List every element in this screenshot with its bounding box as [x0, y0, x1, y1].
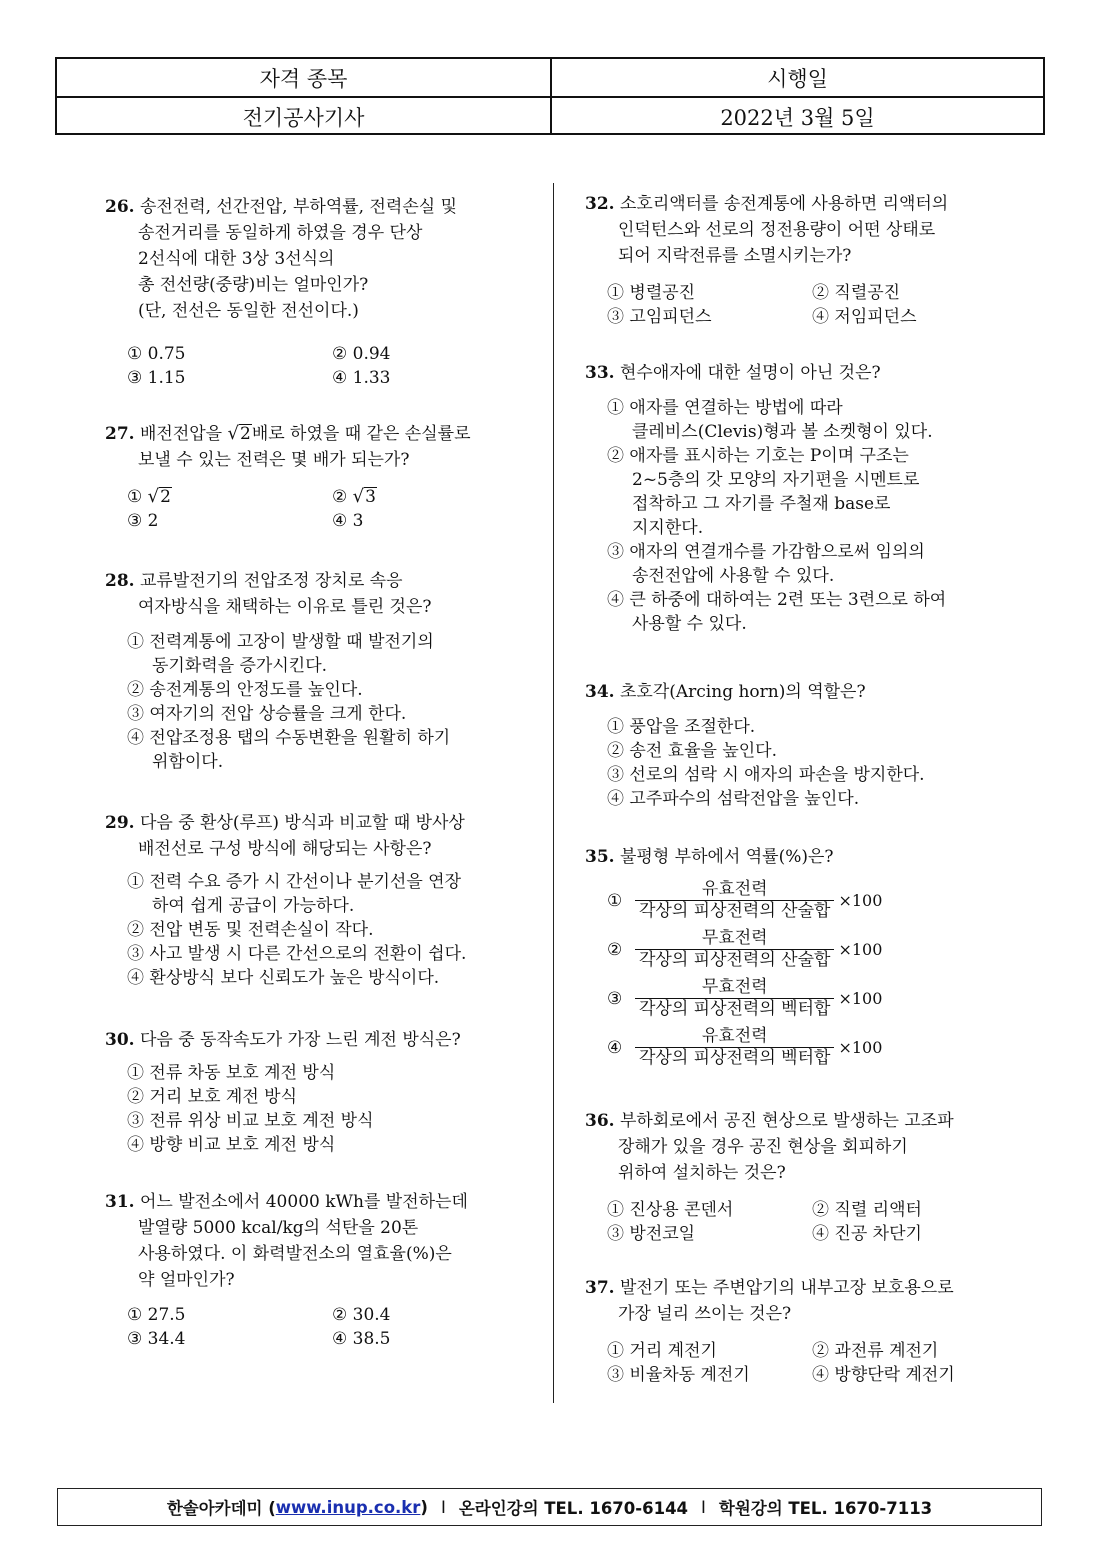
option-4[interactable]: ④ 큰 하중에 대하여는 2련 또는 3련으로 하여	[607, 590, 947, 610]
question-34	[585, 679, 1025, 809]
option-4[interactable]: ④ 방향 비교 보호 계전 방식	[127, 1135, 336, 1155]
question-number: 33.	[585, 363, 615, 383]
question-number: 27.	[105, 424, 135, 444]
fraction: $\frac{\text{유효전력}}{\text{각상의 피상전력의 벡터합}}$	[635, 1026, 834, 1069]
option-1[interactable]: ① $\frac{\text{유효전력}}{\text{각상의 피상전력의 산술합}}$ ×100	[607, 879, 883, 921]
option-4[interactable]: ④ 전압조정용 탭의 수동변환을 원활히 하기	[127, 728, 451, 748]
question-36	[585, 1108, 1025, 1244]
option-3[interactable]: ③ 비율차동 계전기	[607, 1365, 750, 1385]
answer-options	[127, 342, 545, 390]
question-28	[105, 568, 545, 772]
question-number: 34.	[585, 682, 615, 702]
option-1[interactable]: ① 애자를 연결하는 방법에 따라	[607, 398, 843, 418]
option-3[interactable]: ③ 1.15	[127, 368, 186, 388]
option-3[interactable]: ③ $\frac{\text{무효전력}}{\text{각상의 피상전력의 벡터합}}$ ×100	[607, 977, 883, 1019]
footer-separator: I	[440, 1497, 446, 1517]
question-number: 29.	[105, 813, 135, 833]
sqrt-2-symbol: √ 2	[147, 486, 171, 507]
exam-subject-value: 전기공사기사	[57, 98, 552, 135]
question-number: 32.	[585, 194, 615, 214]
question-text: 가장 널리 쓰이는 것은?	[618, 1304, 792, 1324]
option-2[interactable]: ② 30.4	[332, 1305, 391, 1325]
question-text: 배전전압을	[139, 424, 228, 444]
question-text: 어느 발전소에서 40000 kWh를 발전하는데	[139, 1192, 468, 1212]
option-4[interactable]: ④ 38.5	[332, 1329, 391, 1349]
question-number: 31.	[105, 1192, 135, 1212]
academy-lecture-phone: 학원강의 TEL. 1670-7113	[718, 1499, 933, 1518]
option-1[interactable]: ① 0.75	[127, 344, 186, 364]
question-27	[105, 421, 545, 531]
sqrt-3-symbol: √ 3	[352, 486, 376, 507]
question-text: 현수애자에 대한 설명이 아닌 것은?	[619, 363, 881, 383]
question-text: 배로 하였을 때 같은 손실률로	[251, 424, 471, 444]
option-2[interactable]: ② 과전류 계전기	[812, 1341, 939, 1361]
option-3[interactable]: ③ 34.4	[127, 1329, 186, 1349]
option-2[interactable]: ② $\frac{\text{무효전력}}{\text{각상의 피상전력의 산술합}}$ ×100	[607, 928, 883, 970]
option-3[interactable]: ③ 여자기의 전압 상승률을 크게 한다.	[127, 704, 407, 724]
fraction: $\frac{\text{무효전력}}{\text{각상의 피상전력의 산술합}}$	[635, 928, 834, 971]
question-text: 다음 중 환상(루프) 방식과 비교할 때 방사상	[139, 813, 465, 833]
question-text: 되어 지락전류를 소멸시키는가?	[618, 246, 852, 266]
exam-info-table	[55, 57, 1045, 135]
question-text: (단, 전선은 동일한 전선이다.)	[138, 301, 359, 321]
question-text: 발전기 또는 주변압기의 내부고장 보호용으로	[619, 1278, 954, 1298]
option-3-continued: 송전전압에 사용할 수 있다.	[632, 566, 835, 586]
option-3[interactable]: ③ 사고 발생 시 다른 간선으로의 전환이 쉽다.	[127, 944, 467, 964]
question-33	[585, 360, 1025, 634]
option-2[interactable]: ② 거리 보호 계전 방식	[127, 1087, 297, 1107]
question-30	[105, 1027, 545, 1155]
question-text: 사용하였다. 이 화력발전소의 열효율(%)은	[138, 1244, 452, 1264]
question-text: 송전전력, 선간전압, 부하역률, 전력손실 및	[139, 197, 457, 217]
option-2[interactable]: ② 직렬 리액터	[812, 1200, 922, 1220]
fraction: $\frac{\text{유효전력}}{\text{각상의 피상전력의 산술합}}$	[635, 879, 834, 922]
question-text: 다음 중 동작속도가 가장 느린 계전 방식은?	[139, 1030, 461, 1050]
question-text: 보낼 수 있는 전력은 몇 배가 되는가?	[138, 450, 410, 470]
question-37	[585, 1275, 1025, 1385]
question-text: 발열량 5000 kcal/kg의 석탄을 20톤	[138, 1218, 419, 1238]
option-4[interactable]: ④ 3	[332, 511, 364, 531]
question-text: 여자방식을 채택하는 이유로 틀린 것은?	[138, 597, 432, 617]
online-lecture-phone: 온라인강의 TEL. 1670-6144	[458, 1499, 689, 1518]
option-1[interactable]: ① 진상용 콘덴서	[607, 1200, 734, 1220]
option-4[interactable]: ④ 환상방식 보다 신뢰도가 높은 방식이다.	[127, 968, 440, 988]
option-3[interactable]: ③ 방전코일	[607, 1224, 696, 1244]
question-number: 30.	[105, 1030, 135, 1050]
question-text: 초호각(Arcing horn)의 역할은?	[619, 682, 866, 702]
option-2[interactable]: ② 0.94	[332, 344, 391, 364]
footer-contact-bar: 한솔아카데미 ( www.inup.co.kr ) I 온라인강의 TEL. 1670-6144 I 학원강의 TEL. 1670-7113	[57, 1488, 1042, 1526]
option-3[interactable]: ③ 애자의 연결개수를 가감함으로써 임의의	[607, 542, 925, 562]
option-3[interactable]: ③ 선로의 섬락 시 애자의 파손을 방지한다.	[607, 765, 925, 785]
option-1[interactable]: ① 27.5	[127, 1305, 186, 1325]
option-4-continued: 사용할 수 있다.	[632, 614, 747, 634]
option-3[interactable]: ③ 전류 위상 비교 보호 계전 방식	[127, 1111, 374, 1131]
option-2-continued: 지지한다.	[632, 518, 704, 538]
question-number: 26.	[105, 197, 135, 217]
option-1[interactable]: ① 풍압을 조절한다.	[607, 717, 756, 737]
question-text: 소호리액터를 송전계통에 사용하면 리액터의	[619, 194, 949, 214]
option-4[interactable]: ④ 고주파수의 섬락전압을 높인다.	[607, 789, 860, 809]
question-text: 인덕턴스와 선로의 정전용량이 어떤 상태로	[618, 220, 936, 240]
option-2[interactable]: ② 전압 변동 및 전력손실이 작다.	[127, 920, 374, 940]
fraction: $\frac{\text{무효전력}}{\text{각상의 피상전력의 벡터합}}$	[635, 977, 834, 1020]
question-32	[585, 191, 1025, 327]
answer-options	[607, 1198, 1025, 1246]
question-number: 37.	[585, 1278, 615, 1298]
exam-info-value-row	[57, 96, 1043, 135]
option-2[interactable]: ② √ 3	[332, 486, 376, 507]
option-1[interactable]: ① 전력계통에 고장이 발생할 때 발전기의	[127, 632, 434, 652]
exam-info-header-row	[57, 59, 1043, 96]
option-1[interactable]: ① 전력 수요 증가 시 간선이나 분기선을 연장	[127, 872, 462, 892]
exam-date-value: 2022년 3월 5일	[720, 105, 875, 130]
answer-options	[607, 396, 1025, 636]
answer-options	[127, 485, 545, 533]
question-29	[105, 810, 545, 988]
answer-options	[127, 630, 545, 774]
option-4-continued: 위함이다.	[152, 752, 224, 772]
option-2[interactable]: ② 송전계통의 안정도를 높인다.	[127, 680, 363, 700]
question-31	[105, 1189, 545, 1349]
question-text: 총 전선량(중량)비는 얼마인가?	[138, 275, 369, 295]
answer-options	[607, 715, 1025, 811]
question-35	[585, 844, 1025, 1068]
answer-options	[607, 281, 1025, 329]
option-4[interactable]: ④ 방향단락 계전기	[812, 1365, 955, 1385]
option-3[interactable]: ③ 고임피던스	[607, 307, 712, 327]
option-4[interactable]: ④ 저임피던스	[812, 307, 917, 327]
option-1-continued: 동기화력을 증가시킨다.	[152, 656, 328, 676]
answer-options	[607, 1339, 1025, 1387]
option-1-continued: 클레비스(Clevis)형과 볼 소켓형이 있다.	[632, 422, 933, 442]
question-text: 장해가 있을 경우 공진 현상을 회피하기	[618, 1137, 908, 1157]
question-text: 부하회로에서 공진 현상으로 발생하는 고조파	[619, 1111, 954, 1131]
option-3[interactable]: ③ 2	[127, 511, 159, 531]
option-1[interactable]: ① 전류 차동 보호 계전 방식	[127, 1063, 336, 1083]
column-divider	[553, 183, 554, 1403]
question-number: 36.	[585, 1111, 615, 1131]
answer-options	[127, 870, 545, 990]
option-2[interactable]: ② 송전 효율을 높인다.	[607, 741, 777, 761]
question-text: 위하여 설치하는 것은?	[618, 1163, 786, 1183]
option-1-continued: 하여 쉽게 공급이 가능하다.	[152, 896, 355, 916]
option-2-continued: 2~5층의 갓 모양의 자기편을 시멘트로	[632, 470, 920, 490]
answer-options	[127, 1303, 545, 1351]
option-1[interactable]: ① 거리 계전기	[607, 1341, 717, 1361]
option-2[interactable]: ② 직렬공진	[812, 283, 901, 303]
question-26	[105, 194, 545, 388]
question-text: 교류발전기의 전압조정 장치로 속응	[139, 571, 403, 591]
option-1[interactable]: ① 병렬공진	[607, 283, 696, 303]
question-number: 35.	[585, 847, 615, 867]
option-2-continued: 접착하고 그 자기를 주철재 base로	[632, 494, 891, 514]
exam-subject-label: 자격 종목	[57, 59, 552, 96]
question-text: 배전선로 구성 방식에 해당되는 사항은?	[138, 839, 432, 859]
option-2[interactable]: ② 애자를 표시하는 기호는 P이며 구조는	[607, 446, 909, 466]
question-text: 2선식에 대한 3상 3선식의	[138, 249, 335, 269]
sqrt-2-symbol: √ 2	[227, 423, 251, 444]
academy-website-link[interactable]: www.inup.co.kr	[275, 1497, 421, 1517]
footer-separator: I	[701, 1497, 706, 1517]
question-text: 불평형 부하에서 역률(%)은?	[619, 847, 834, 867]
academy-name: 한솔아카데미 (	[166, 1499, 276, 1518]
option-4[interactable]: ④ $\frac{\text{유효전력}}{\text{각상의 피상전력의 벡터합}}$ ×100	[607, 1026, 883, 1068]
answer-options	[607, 876, 1025, 1072]
question-text: 약 얼마인가?	[138, 1270, 235, 1290]
option-4[interactable]: ④ 1.33	[332, 368, 391, 388]
exam-date-label: 시행일	[767, 66, 828, 91]
question-text: 송전거리를 동일하게 하였을 경우 단상	[138, 223, 423, 243]
question-number: 28.	[105, 571, 135, 591]
option-4[interactable]: ④ 진공 차단기	[812, 1224, 922, 1244]
answer-options	[127, 1061, 545, 1157]
option-1[interactable]: ① √ 2	[127, 486, 171, 507]
